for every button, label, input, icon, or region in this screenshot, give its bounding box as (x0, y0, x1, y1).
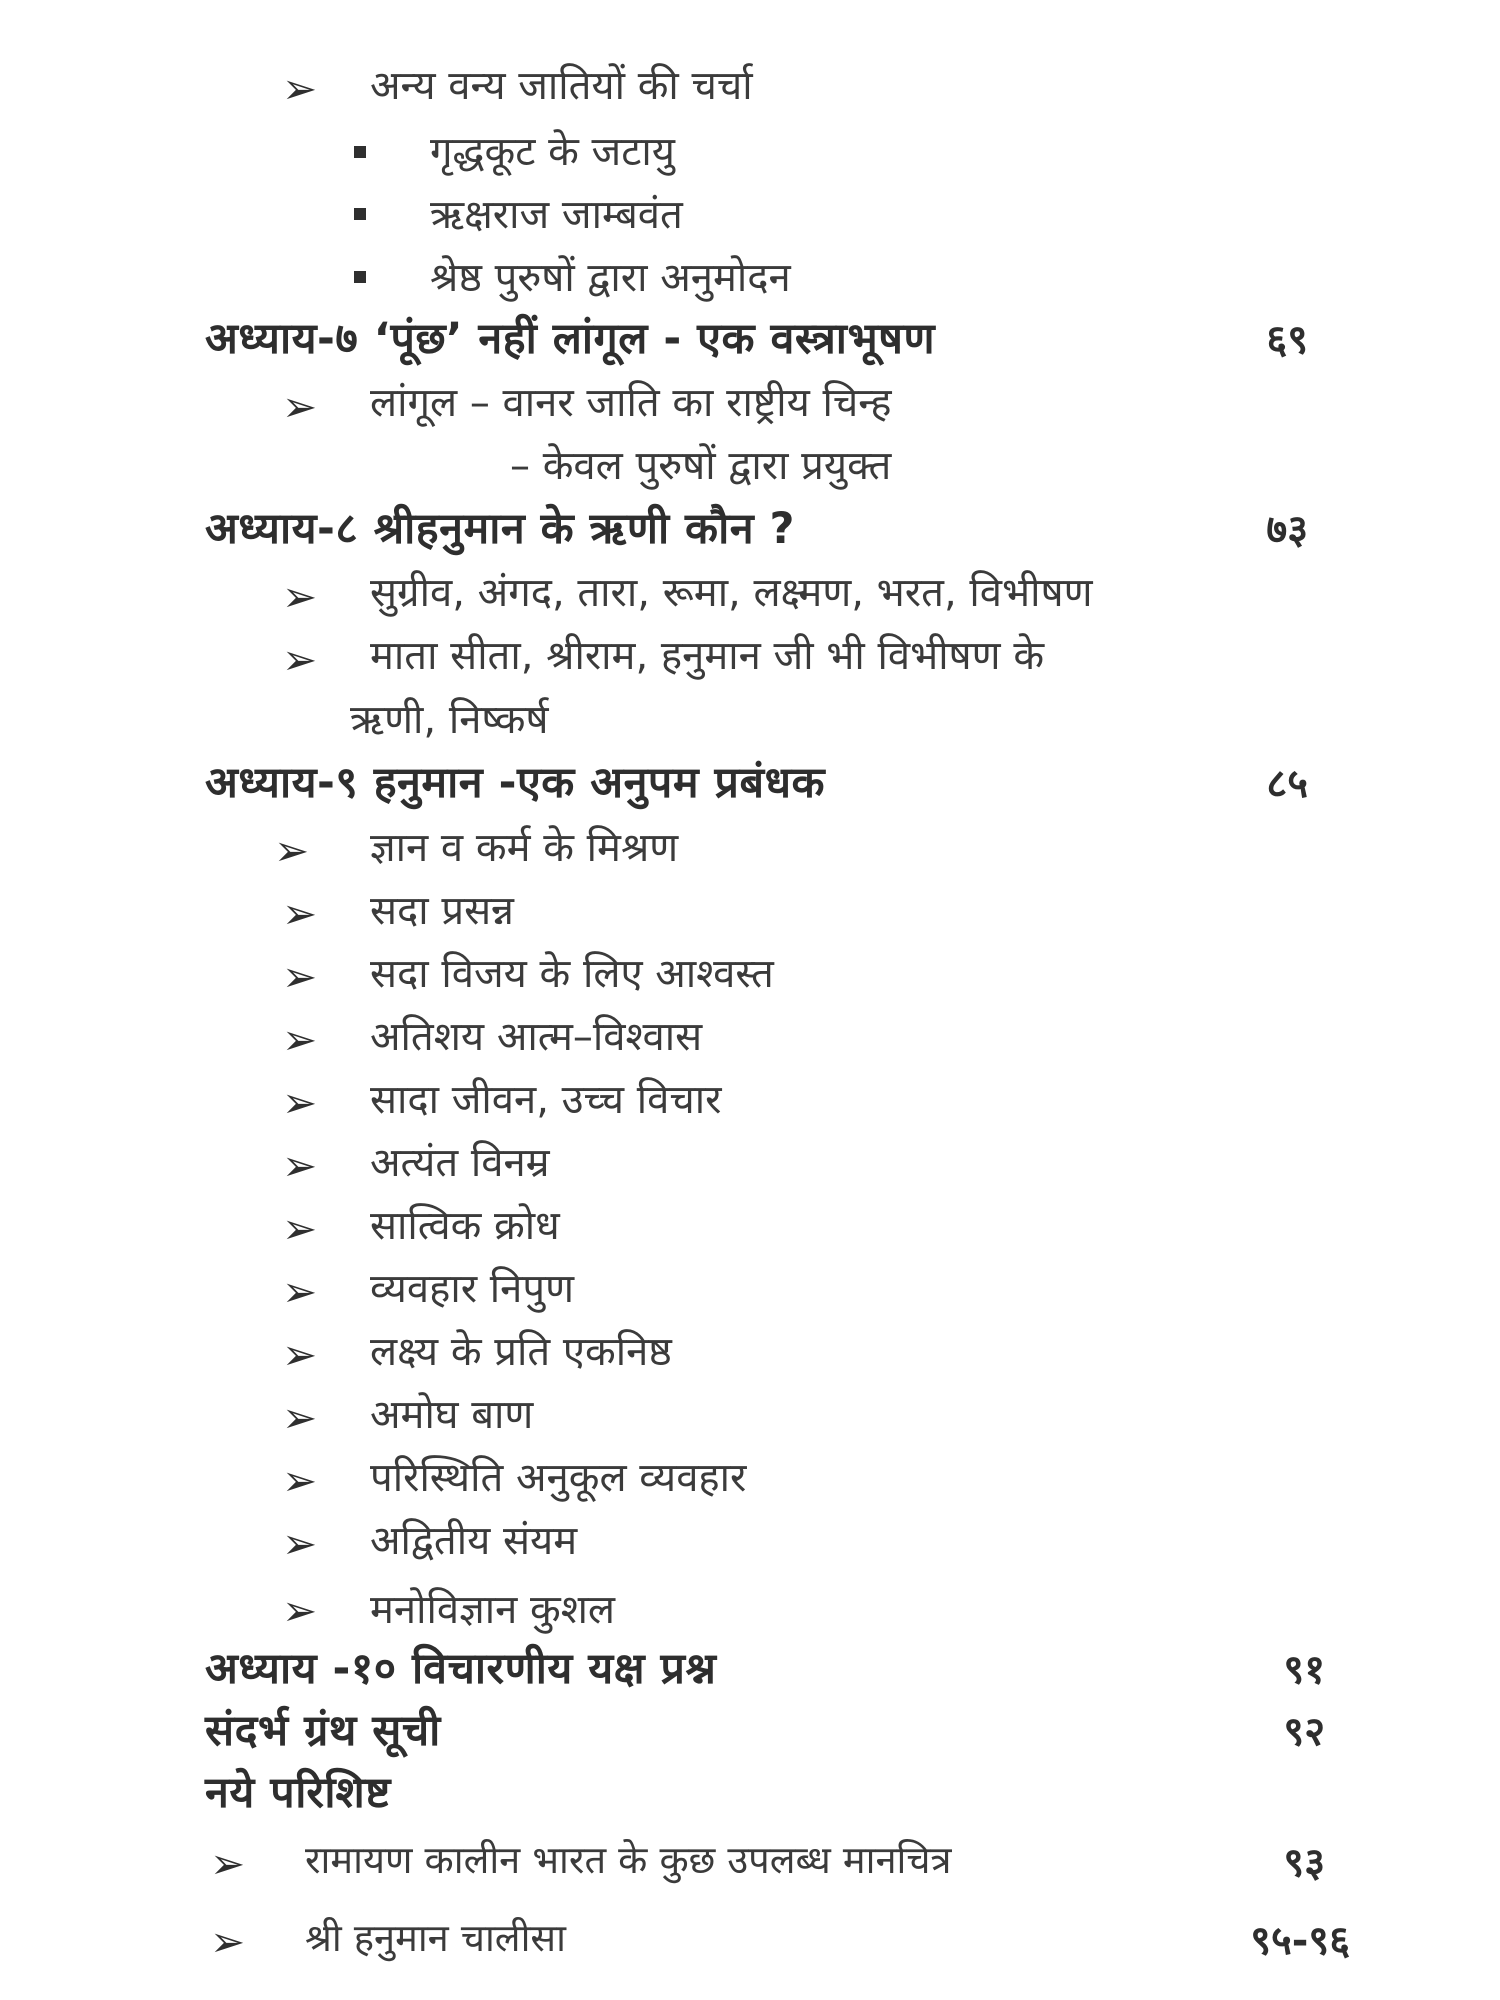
arrow-bullet-icon: ➢ (282, 1519, 318, 1568)
references-title: संदर्भ ग्रंथ सूची (205, 1706, 441, 1756)
arrow-bullet-icon: ➢ (282, 382, 318, 431)
arrow-bullet-icon: ➢ (274, 826, 310, 875)
toc-sub-item: श्रेष्ठ पुरुषों द्वारा अनुमोदन (430, 255, 791, 301)
arrow-bullet-icon: ➢ (282, 1586, 318, 1635)
toc-bullet: सात्विक क्रोध (370, 1203, 560, 1249)
toc-bullet: व्यवहार निपुण (370, 1266, 574, 1312)
toc-sub-item: गृद्धकूट के जटायु (430, 129, 675, 175)
chapter-8-page: ७३ (1266, 507, 1308, 553)
arrow-bullet-icon: ➢ (282, 1267, 318, 1316)
toc-bullet: ज्ञान व कर्म के मिश्रण (370, 825, 679, 871)
arrow-bullet-icon: ➢ (210, 1917, 246, 1966)
toc-bullet: अतिशय आत्म–विश्वास (370, 1014, 703, 1060)
chapter-10-page: ९१ (1283, 1647, 1325, 1693)
appendix-item-page: ९५-९६ (1250, 1918, 1350, 1964)
arrow-bullet-icon: ➢ (282, 1141, 318, 1190)
toc-bullet: अमोघ बाण (370, 1392, 534, 1438)
appendix-item-page: ९३ (1283, 1840, 1325, 1886)
toc-bullet: सदा विजय के लिए आश्वस्त (370, 951, 774, 997)
chapter-7-title: अध्याय-७ ‘पूंछ’ नहीं लांगूल - एक वस्त्राभूषण (205, 314, 936, 364)
arrow-bullet-icon: ➢ (282, 1330, 318, 1379)
toc-bullet: अद्वितीय संयम (370, 1518, 578, 1564)
chapter-9-title: अध्याय-९ हनुमान -एक अनुपम प्रबंधक (205, 758, 826, 808)
toc-bullet: लांगूल – वानर जाति का राष्ट्रीय चिन्ह (370, 380, 892, 426)
arrow-bullet-icon: ➢ (282, 64, 318, 113)
arrow-bullet-icon: ➢ (282, 1393, 318, 1442)
toc-bullet: सादा जीवन, उच्च विचार (370, 1077, 722, 1123)
appendix-item: श्री हनुमान चालीसा (305, 1916, 566, 1960)
arrow-bullet-icon: ➢ (282, 1078, 318, 1127)
arrow-bullet-icon: ➢ (282, 572, 318, 621)
toc-bullet-continuation: ऋणी, निष्कर्ष (350, 697, 549, 743)
arrow-bullet-icon: ➢ (282, 952, 318, 1001)
arrow-bullet-icon: ➢ (282, 1204, 318, 1253)
chapter-10-title: अध्याय -१० विचारणीय यक्ष प्रश्न (205, 1644, 717, 1694)
square-bullet-icon (354, 146, 366, 158)
square-bullet-icon (354, 208, 366, 220)
toc-bullet: अत्यंत विनम्र (370, 1140, 550, 1186)
chapter-9-page: ८५ (1266, 761, 1308, 807)
toc-bullet: सदा प्रसन्न (370, 888, 514, 934)
references-page: ९२ (1283, 1709, 1325, 1755)
appendix-title: नये परिशिष्ट (205, 1768, 391, 1818)
arrow-bullet-icon: ➢ (210, 1839, 246, 1888)
chapter-8-title: अध्याय-८ श्रीहनुमान के ऋणी कौन ? (205, 504, 795, 554)
chapter-7-page: ६९ (1266, 317, 1308, 363)
toc-bullet: माता सीता, श्रीराम, हनुमान जी भी विभीषण के (370, 633, 1045, 679)
toc-bullet: लक्ष्य के प्रति एकनिष्ठ (370, 1329, 672, 1375)
toc-bullet: सुग्रीव, अंगद, तारा, रूमा, लक्ष्मण, भरत, विभीषण (370, 570, 1093, 616)
arrow-bullet-icon: ➢ (282, 889, 318, 938)
toc-bullet-continuation: – केवल पुरुषों द्वारा प्रयुक्त (510, 443, 892, 489)
toc-sub-item: ऋक्षराज जाम्बवंत (430, 192, 683, 238)
toc-bullet: अन्य वन्य जातियों की चर्चा (370, 63, 753, 109)
square-bullet-icon (354, 271, 366, 283)
arrow-bullet-icon: ➢ (282, 1456, 318, 1505)
toc-bullet: परिस्थिति अनुकूल व्यवहार (370, 1455, 747, 1501)
arrow-bullet-icon: ➢ (282, 1015, 318, 1064)
appendix-item: रामायण कालीन भारत के कुछ उपलब्ध मानचित्र (305, 1838, 952, 1882)
toc-bullet: मनोविज्ञान कुशल (370, 1587, 616, 1633)
arrow-bullet-icon: ➢ (282, 635, 318, 684)
